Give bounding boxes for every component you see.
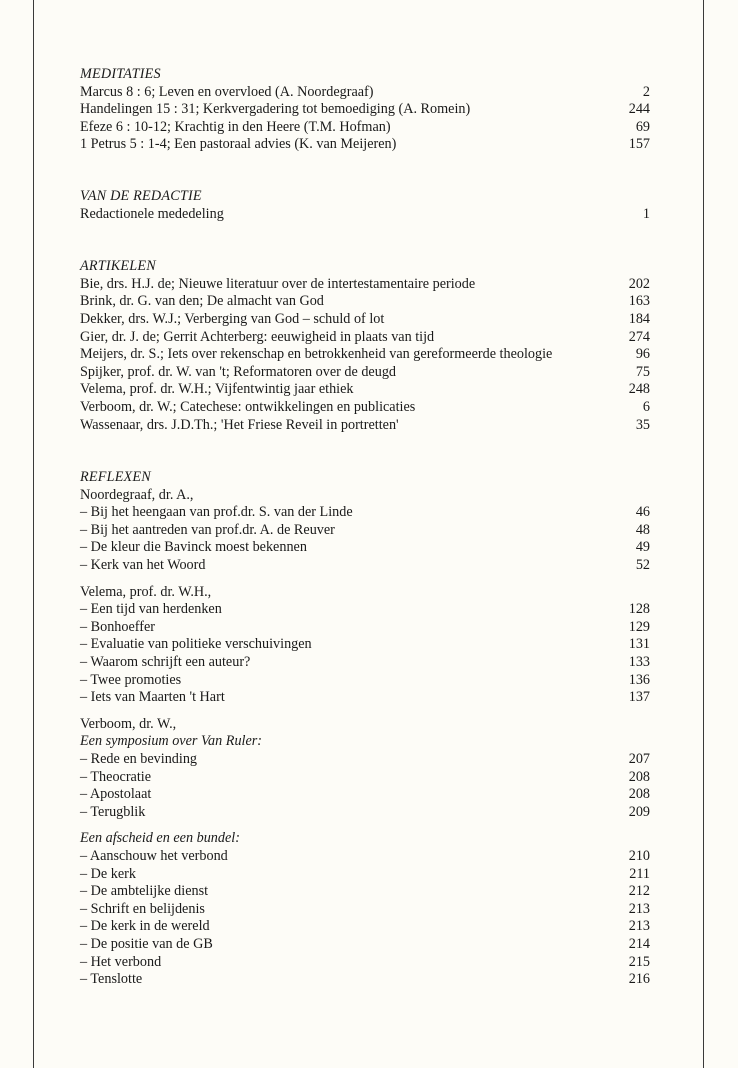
entry-title: – De kleur die Bavinck moest bekennen	[80, 539, 307, 556]
entry-title: Gier, dr. J. de; Gerrit Achterberg: eeuwigheid in plaats van tijd	[80, 328, 435, 345]
entry-page-number: 214	[628, 935, 650, 952]
entry-title: Spijker, prof. dr. W. van 't; Reformatoren over de deugd	[80, 363, 397, 380]
toc-entry	[80, 381, 650, 399]
entry-page-number: 75	[635, 363, 650, 380]
entry-page-number: 49	[635, 539, 650, 556]
entry-page-number: 213	[628, 918, 650, 935]
toc-entry	[80, 522, 650, 540]
symposium-list	[80, 751, 650, 821]
toc-entry	[80, 276, 650, 294]
toc-entry	[80, 901, 650, 919]
section-heading-meditaties: MEDITATIES	[80, 66, 161, 82]
entry-page-number: 137	[628, 689, 650, 706]
author-verboom: Verboom, dr. W.,	[80, 715, 177, 732]
entry-page-number: 213	[628, 900, 650, 917]
toc-entry	[80, 311, 650, 329]
entry-page-number: 69	[635, 118, 650, 135]
entry-title: – Terugblik	[80, 803, 146, 820]
entry-page-number: 157	[628, 136, 650, 153]
entry-title: – Aanschouw het verbond	[80, 847, 228, 864]
entry-page-number: 6	[642, 398, 650, 415]
toc-entry	[80, 619, 650, 637]
entry-title: – Evaluatie van politieke verschuivingen	[80, 636, 312, 653]
entry-title: Dekker, drs. W.J.; Verberging van God – schuld of lot	[80, 310, 385, 327]
entry-title: – Bij het heengaan van prof.dr. S. van der Linde	[80, 504, 353, 521]
meditaties-list	[80, 84, 650, 154]
entry-page-number: 208	[628, 786, 650, 803]
entry-page-number: 209	[628, 803, 650, 820]
entry-title: Bie, drs. H.J. de; Nieuwe literatuur over de intertestamentaire periode	[80, 275, 476, 292]
entry-title: Handelingen 15 : 31; Kerkvergadering tot bemoediging (A. Romein)	[80, 101, 471, 118]
toc-entry	[80, 751, 650, 769]
toc-entry	[80, 84, 650, 102]
toc-entry	[80, 918, 650, 936]
entry-page-number: 184	[628, 310, 650, 327]
toc-entry	[80, 364, 650, 382]
toc-entry	[80, 136, 650, 154]
redactie-list	[80, 206, 650, 224]
entry-page-number: 52	[635, 557, 650, 574]
entry-title: – Theocratie	[80, 768, 152, 785]
entry-page-number: 129	[628, 618, 650, 635]
entry-title: Verboom, dr. W.; Catechese: ontwikkelingen en publicaties	[80, 398, 416, 415]
toc-entry	[80, 206, 650, 224]
entry-title: – Iets van Maarten 't Hart	[80, 689, 225, 706]
table-of-contents	[80, 66, 650, 989]
afscheid-list	[80, 848, 650, 989]
entry-page-number: 46	[635, 504, 650, 521]
entry-page-number: 210	[628, 847, 650, 864]
entry-page-number: 2	[642, 83, 650, 100]
entry-page-number: 211	[629, 865, 650, 882]
toc-entry	[80, 399, 650, 417]
entry-title: – Twee promoties	[80, 671, 182, 688]
entry-page-number: 163	[628, 293, 650, 310]
entry-title: – De kerk	[80, 865, 136, 882]
entry-page-number: 244	[628, 101, 650, 118]
entry-title: Efeze 6 : 10-12; Krachtig in den Heere (T.M. Hofman)	[80, 118, 391, 135]
toc-entry	[80, 954, 650, 972]
entry-page-number: 207	[628, 751, 650, 767]
section-heading-redactie: VAN DE REDACTIE	[80, 187, 202, 204]
toc-entry	[80, 804, 650, 822]
entry-page-number: 248	[628, 381, 650, 398]
toc-entry	[80, 654, 650, 672]
entry-page-number: 1	[642, 205, 650, 222]
entry-title: – Schrift en belijdenis	[80, 900, 205, 917]
entry-page-number: 208	[628, 768, 650, 785]
toc-entry	[80, 329, 650, 347]
entry-title: – De ambtelijke dienst	[80, 883, 209, 900]
entry-page-number: 215	[628, 953, 650, 970]
entry-title: Redactionele mededeling	[80, 205, 224, 222]
entry-title: Wassenaar, drs. J.D.Th.; 'Het Friese Reveil in portretten'	[80, 416, 399, 433]
toc-entry	[80, 971, 650, 989]
entry-page-number: 35	[635, 416, 650, 433]
entry-page-number: 48	[635, 521, 650, 538]
toc-entry	[80, 786, 650, 804]
entry-page-number: 96	[635, 346, 650, 363]
artikelen-list	[80, 276, 650, 434]
afscheid-subtitle: Een afscheid en een bundel:	[80, 830, 240, 847]
toc-entry	[80, 689, 650, 707]
symposium-subtitle: Een symposium over Van Ruler:	[80, 733, 263, 750]
entry-page-number: 274	[628, 328, 650, 345]
entry-title: – Bonhoeffer	[80, 618, 155, 635]
toc-entry	[80, 557, 650, 575]
right-margin-rule	[703, 0, 704, 1068]
toc-entry	[80, 636, 650, 654]
velema-list	[80, 601, 650, 707]
entry-title: Brink, dr. G. van den; De almacht van God	[80, 293, 324, 310]
entry-page-number: 128	[628, 601, 650, 618]
author-velema: Velema, prof. dr. W.H.,	[80, 583, 212, 600]
entry-title: – Een tijd van herdenken	[80, 601, 222, 618]
entry-page-number: 202	[628, 275, 650, 292]
toc-entry	[80, 101, 650, 119]
toc-entry	[80, 504, 650, 522]
toc-entry	[80, 539, 650, 557]
entry-title: – De positie van de GB	[80, 935, 213, 952]
entry-title: – De kerk in de wereld	[80, 918, 210, 935]
entry-page-number: 216	[628, 971, 650, 988]
author-noordegraaf: Noordegraaf, dr. A.,	[80, 486, 194, 503]
noordegraaf-list	[80, 504, 650, 574]
entry-title: 1 Petrus 5 : 1-4; Een pastoraal advies (K. van Meijeren)	[80, 136, 397, 153]
entry-page-number: 131	[628, 636, 650, 653]
toc-entry	[80, 601, 650, 619]
toc-entry	[80, 672, 650, 690]
toc-entry	[80, 848, 650, 866]
entry-page-number: 136	[628, 671, 650, 688]
toc-entry	[80, 866, 650, 884]
section-heading-reflexen: REFLEXEN	[80, 469, 151, 486]
toc-entry	[80, 293, 650, 311]
toc-entry	[80, 936, 650, 954]
entry-title: Meijers, dr. S.; Iets over rekenschap en betrokkenheid van gereformeerde theologie	[80, 346, 553, 363]
entry-title: Marcus 8 : 6; Leven en overvloed (A. Noordegraaf)	[80, 83, 374, 100]
toc-entry	[80, 119, 650, 137]
toc-entry	[80, 346, 650, 364]
toc-entry	[80, 883, 650, 901]
entry-title: – Bij het aantreden van prof.dr. A. de Reuver	[80, 521, 335, 538]
toc-entry	[80, 417, 650, 435]
entry-title: – Apostolaat	[80, 786, 152, 803]
entry-page-number: 133	[628, 654, 650, 671]
entry-title: – Het verbond	[80, 953, 162, 970]
entry-title: Velema, prof. dr. W.H.; Vijfentwintig jaar ethiek	[80, 381, 354, 398]
left-margin-rule	[33, 0, 34, 1068]
toc-entry	[80, 769, 650, 787]
entry-page-number: 212	[628, 883, 650, 900]
section-heading-artikelen: ARTIKELEN	[80, 258, 156, 275]
entry-title: – Waarom schrijft een auteur?	[80, 654, 251, 671]
entry-title: – Rede en bevinding	[80, 751, 198, 767]
entry-title: – Tenslotte	[80, 971, 143, 988]
entry-title: – Kerk van het Woord	[80, 557, 206, 574]
